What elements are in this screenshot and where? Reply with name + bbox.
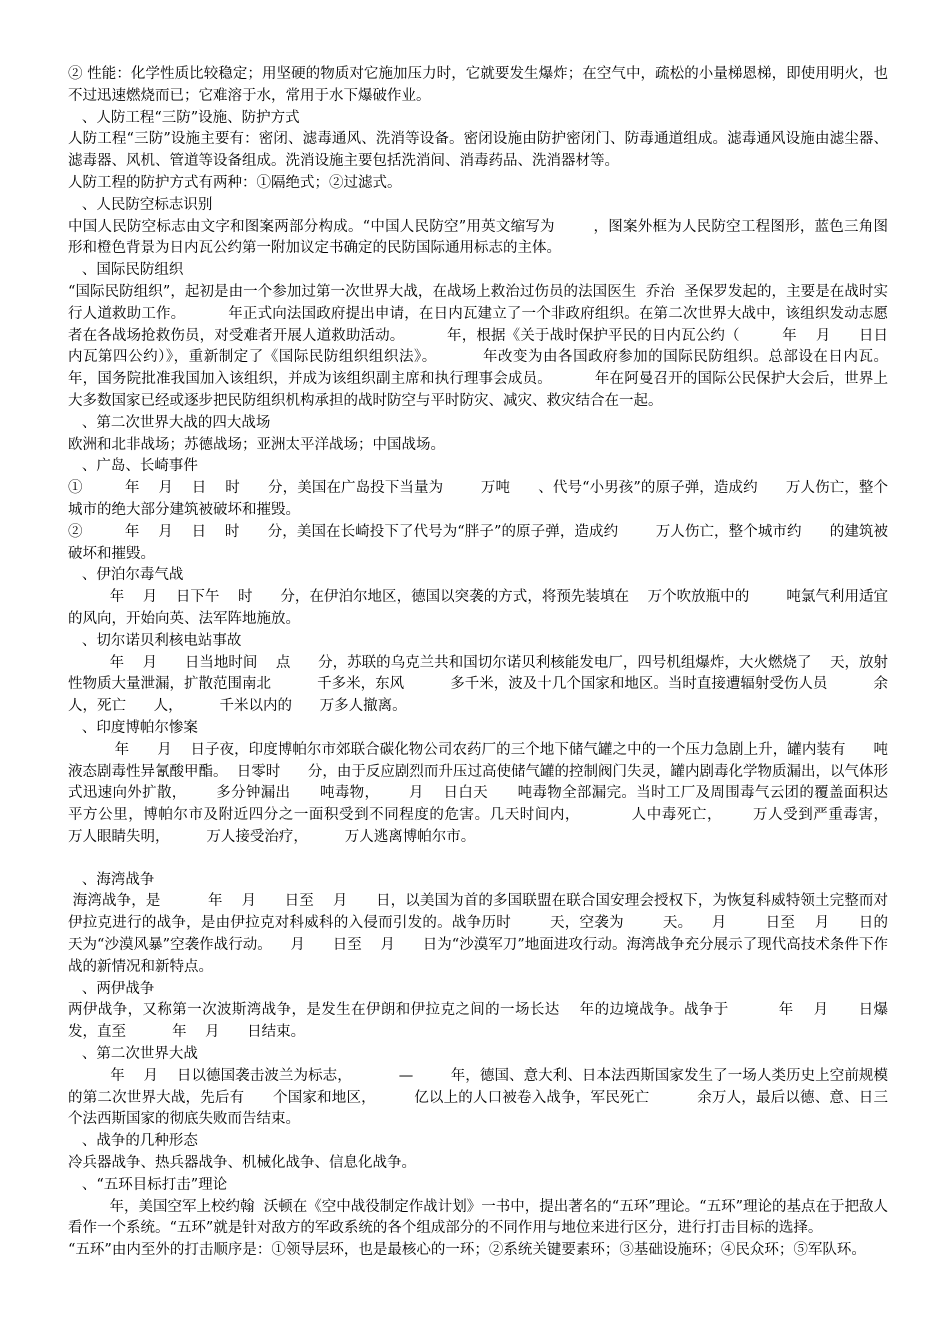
paragraph-three-defense-facilities: 人防工程“三防”设施主要有：密闭、滤毒通风、洗消等设备。密闭设施由防护密闭门、防毒通道组成。滤毒通风设施由滤尘器、滤毒器、风机、管道等设备组成。洗消设施主要包括洗消间、消毒药品、洗消器材等。: [68, 131, 888, 170]
paragraph-icdo: “国际民防组织”，起初是由一个参加过第一次世界大战，在战场上救治过伤员的法国医生 乔治 圣保罗发起的，主要是在战时实行人道救助工作。 年正式向法国政府提出申请，在日内瓦建立了一个非政府组织。在第二次世界大战中，该组织发动志愿者在各战场抢救伤员，对受难者开展人道救助活动。 年，根据《关于战时保护平民的日内瓦公约（ 年 月 日日内瓦第四公约）》，重新制定了《国际民防组织组织法》。 年改变为由各国政府参加的国际民防组织。总部设在日内瓦。 年，国务院批准我国加入该组织，并成为该组织副主席和执行理事会成员。 年在阿曼召开的国际公民保护大会后，世界上大多数国家已经或逐步把民防组织机构承担的战时防空与平时防灾、减灾、救灾结合在一起。: [68, 283, 930, 409]
paragraph-ww2-theaters: 欧洲和北非战场；苏德战场；亚洲太平洋战场；中国战场。: [68, 436, 445, 453]
paragraph-air-defense-emblem: 中国人民防空标志由文字和图案两部分构成。“中国人民防空”用英文缩写为 ，图案外框为人民防空工程图形，蓝色三角图形和橙色背景为日内瓦公约第一附加议定书确定的民防国际通用标志的主体。: [68, 218, 888, 257]
heading-hiroshima-nagasaki: 、广岛、长崎事件: [68, 458, 198, 475]
heading-icdo: 、国际民防组织: [68, 262, 184, 279]
heading-five-rings: 、“五环目标打击”理论: [68, 1176, 228, 1193]
paragraph-gulf-war: 海湾战争，是 年 月 日至 月 日，以美国为首的多国联盟在联合国安理会授权下，为恢复科威特领土完整而对伊拉克进行的战争，是由伊拉克对科威科的入侵而引发的。战争历时 天，空袭为 天。 月 日至 月 日的 天为“沙漠风暴”空袭作战行动。 月 日至 月 日为“沙漠军刀”地面进攻行动。海湾战争充分展示了现代高技术条件下作战的新情况和新特点。: [68, 893, 916, 975]
paragraph-tnt-properties: ② 性能：化学性质比较稳定；用坚硬的物质对它施加压力时，它就要发生爆炸；在空气中，疏松的小量梯恩梯，即使用明火，也不过迅速燃烧而已；它难溶于水，常用于水下爆破作业。: [68, 66, 888, 104]
heading-ypres-gas: 、伊泊尔毒气战: [68, 567, 184, 584]
heading-civil-defense-facilities: 、人防工程“三防”设施、防护方式: [68, 109, 300, 126]
paragraph-bhopal: 年 月 日子夜，印度博帕尔市郊联合碳化物公司农药厂的三个地下储气罐之中的一个压力急剧上升，罐内装有 吨液态剧毒性异氰酸甲酯。 日零时 分，由于反应剧烈而升压过高使储气罐的控制阀门失灵，罐内剧毒化学物质漏出，以气体形式迅速向外扩散， 多分钟漏出 吨毒物， 月 日白天 吨毒物全部漏完。当时工厂及周围毒气云团的覆盖面积达 平方公里，博帕尔市及附近四分之一面积受到不同程度的危害。几天时间内， 人中毒死亡， 万人受到严重毒害， 万人眼睛失明， 万人接受治疗， 万人逃离博帕尔市。: [68, 741, 916, 845]
heading-iran-iraq-war: 、两伊战争: [68, 980, 155, 997]
document-page: [68, 64, 930, 1262]
paragraph-ypres-gas: 年 月 日下午 时 分，在伊泊尔地区，德国以突袭的方式，将预先装填在 万个吹放瓶中的 吨氯气利用适宜的风向，开始向英、法军阵地施放。: [68, 589, 888, 627]
paragraph-iran-iraq-war: 两伊战争，又称第一次波斯湾战争，是发生在伊朗和伊拉克之间的一场长达 年的边境战争。战争于 年 月 日爆发，直至 年 月 日结束。: [68, 1002, 888, 1041]
paragraph-five-rings-theory: 年，美国空军上校约翰 沃顿在《空中战役制定作战计划》一书中，提出著名的“五环”理论。“五环”理论的基点在于把敌人看作一个系统。“五环”就是针对敌方的军政系统的各个组成部分的不同作用与地位来进行区分，进行打击目标的选择。: [68, 1198, 889, 1237]
paragraph-ww2: 年 月 日以德国袭击波兰为标志， — 年，德国、意大利、日本法西斯国家发生了一场人类历史上空前规模的第二次世界大战，先后有 个国家和地区， 亿以上的人口被卷入战争，军民死亡 余万人，最后以德、意、日三个法西斯国家的彻底失败而告结束。: [68, 1067, 888, 1128]
heading-war-forms: 、战争的几种形态: [68, 1133, 198, 1150]
heading-air-defense-emblem: 、人民防空标志识别: [68, 196, 213, 213]
paragraph-chernobyl: 年 月 日当地时间 点 分，苏联的乌克兰共和国切尔诺贝利核能发电厂，四号机组爆炸，大火燃烧了 天，放射性物质大量泄漏，扩散范围南北 千多米，东风 多千米，波及十几个国家和地区。当时直接遭辐射受伤人员 余人，死亡 人， 千米以内的 万多人撤离。: [68, 654, 888, 715]
paragraph-five-rings-order: “五环”由内至外的打击顺序是：①领导层环，也是最核心的一环；②系统关键要素环；③基础设施环；④民众环；⑤军队环。: [68, 1242, 866, 1259]
paragraph-protection-methods: 人防工程的防护方式有两种：①隔绝式；②过滤式。: [68, 174, 402, 191]
spacer: [68, 849, 888, 870]
heading-ww2-theaters: 、第二次世界大战的四大战场: [68, 414, 271, 431]
heading-chernobyl: 、切尔诺贝利核电站事故: [68, 632, 242, 649]
paragraph-nagasaki: ② 年 月 日 时 分，美国在长崎投下了代号为“胖子”的原子弹，造成约 万人伤亡，整个城市约 的建筑被破坏和摧毁。: [68, 523, 888, 562]
heading-gulf-war: 、海湾战争: [68, 871, 155, 888]
paragraph-hiroshima: ① 年 月 日 时 分，美国在广岛投下当量为 万吨 、代号“小男孩”的原子弹，造成约 万人伤亡，整个城市的绝大部分建筑被破坏和摧毁。: [68, 480, 888, 518]
paragraph-war-forms: 冷兵器战争、热兵器战争、机械化战争、信息化战争。: [68, 1155, 416, 1172]
heading-bhopal: 、印度博帕尔惨案: [68, 719, 198, 736]
heading-ww2: 、第二次世界大战: [68, 1046, 198, 1063]
